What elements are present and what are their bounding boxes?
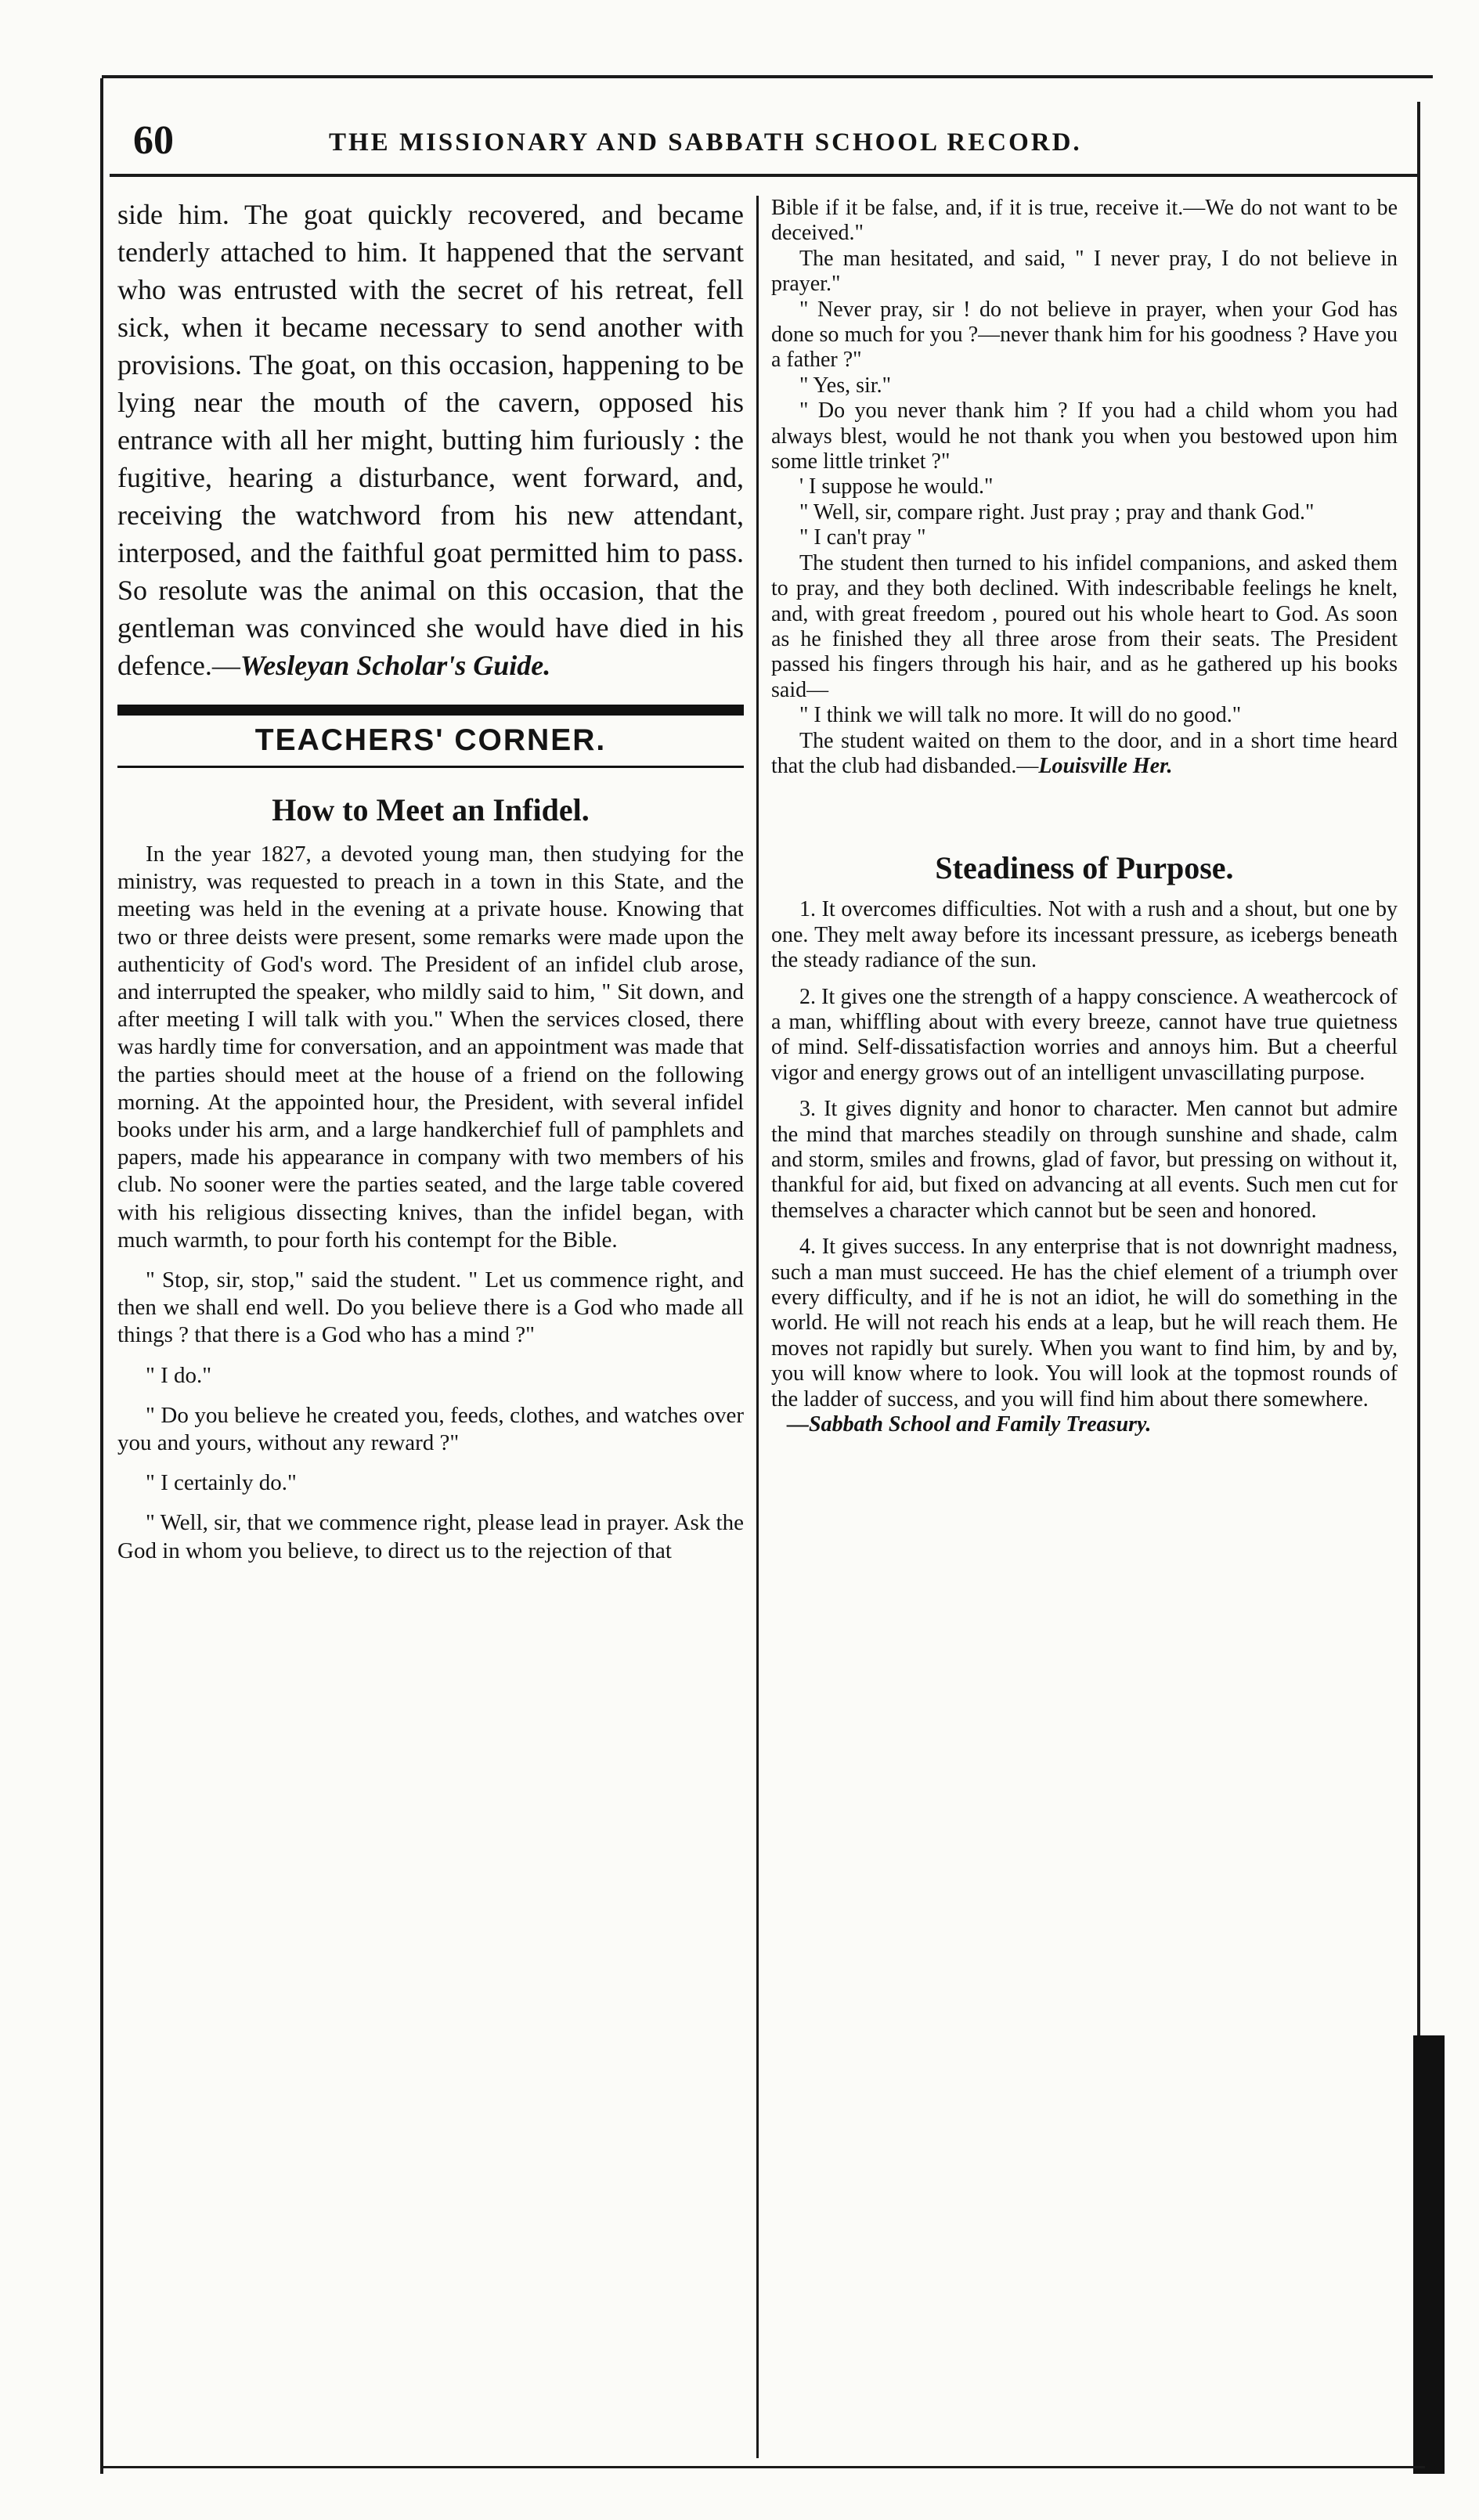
article-paragraph: ' I suppose he would." (799, 474, 994, 499)
second-article-title: Steadiness of Purpose. (935, 850, 1234, 886)
left-column (117, 196, 744, 2458)
page-header (117, 117, 1409, 172)
scan-edge-shadow (1413, 2035, 1445, 2474)
second-article-source: —Sabbath School and Family Treasury. (787, 1412, 1152, 1437)
purpose-point: 4. It gives success. In any enterprise that is not downright madness, such a man must succeed. He has the chief element of a triumph over every difficulty, and if he is not an idiot, he will do something in the world. He will not reach his ends at a leap, but he will reach them. He moves not rapidly but surely. When you want to find him, by and by, you will know where to look. You will look at the topmost rounds of the ladder of success, and you will find him about there somewhere. (771, 1235, 1398, 1411)
article-paragraph: In the year 1827, a devoted young man, then studying for the ministry, was requested to preach in a town in this State, and the meeting was held in the evening at a private house. Knowing that two or three deists were present, some remarks were made upon the authenticity of God's word. The President of an infidel club arose, and interrupted the speaker, who mildly said to him, " Sit down, and after meeting I will talk with you." When the services closed, there was hardly time for conversation, and an appointment was made that the parties should meet at the house of a friend on the following morning. At the appointed hour, the President, with several infidel books under his arm, and a large handkerchief full of pamphlets and papers, made his appearance in company with two members of his club. No sooner were the parties seated, and the large table covered with his religious dissecting knives, than the infidel began, with much warmth, to pour forth his contempt for the Bible. (117, 842, 744, 1253)
page-number: 60 (133, 118, 174, 163)
article-paragraph: The man hesitated, and said, " I never pray, I do not believe in prayer." (771, 246, 1398, 297)
right-column (771, 196, 1398, 2458)
article-paragraph: The student then turned to his infidel companions, and asked them to pray, and they both declined. With indescribable feelings he knelt, and, with great freedom , poured out his whole heart to God. As soon as he finished they all three arose from their seats. The President passed his fingers through his hair, and as he gathered up his books said— (771, 550, 1398, 702)
article-paragraph: " Never pray, sir ! do not believe in prayer, when your God has done so much for you ?—never thank him for his goodness ? Have you a father ?" (771, 297, 1398, 373)
article-paragraph: " Well, sir, that we commence right, please lead in prayer. Ask the God in whom you believe, to direct us to the rejection of that (117, 1510, 744, 1563)
header-rule (110, 174, 1417, 177)
bottom-rule (102, 2466, 1425, 2468)
article-paragraph: " I can't pray " (799, 525, 926, 550)
article-source: Louisville Her. (1038, 753, 1173, 778)
article-title: How to Meet an Infidel. (272, 792, 590, 827)
article-paragraph: Bible if it be false, and, if it is true, receive it.—We do not want to be deceived." (771, 196, 1398, 246)
continuation-text: side him. The goat quickly recovered, and became tenderly attached to him. It happened that the servant who was entrusted with the secret of his retreat, fell sick, when it became necessary to send another with provisions. The goat, on this occasion, happening to be lying near the mouth of the cavern, opposed his entrance with all her might, butting him furiously : the fugitive, hearing a disturbance, went forward, and, receiving the watchword from his new attendant, interposed, and the faithful goat permitted him to pass. So resolute was the animal on this occasion, that the gentleman was convinced she would have died in his defence.— (117, 199, 744, 681)
purpose-point: 2. It gives one the strength of a happy conscience. A weathercock of a man, whiffling about with every breeze, cannot have true quietness of mind. Self-dissatisfaction worries and annoys him. But a cheerful vigor and energy grows out of an intelligent unvascillating purpose. (771, 984, 1398, 1085)
column-divider (756, 196, 759, 2458)
article-paragraph: " Well, sir, compare right. Just pray ; pray and thank God." (799, 499, 1315, 525)
article-paragraph: " I do." (146, 1362, 212, 1388)
section-heading: TEACHERS' CORNER. (254, 723, 607, 757)
frame-left-rule (100, 78, 103, 2474)
purpose-point: 3. It gives dignity and honor to character. Men cannot but admire the mind that marches steadily on through sunshine and shade, calm and storm, smiles and frowns, glad of favor, but pressing on without it, thankful for aid, but fixed on advancing at all events. Such men cut for themselves a character which cannot but be seen and honored. (771, 1097, 1398, 1223)
article-paragraph: " I think we will talk no more. It will do no good." (799, 703, 1242, 728)
continuation-paragraph (117, 196, 744, 684)
article-paragraph: " Yes, sir." (799, 373, 892, 398)
closing-text: The student waited on them to the door, and in a short time heard that the club had disbanded.— (771, 728, 1398, 778)
article-paragraph: " Do you believe he created you, feeds, clothes, and watches over you and yours, without any reward ?" (117, 1402, 744, 1456)
frame-top-rule (102, 75, 1433, 78)
running-title: THE MISSIONARY AND SABBATH SCHOOL RECORD. (329, 128, 1082, 157)
article-paragraph: " Stop, sir, stop," said the student. " Let us commence right, and then we shall end well. Do you believe there is a God who made all things ? that there is a God who has a mind ?" (117, 1267, 744, 1348)
frame-right-rule (1417, 102, 1420, 2215)
section-divider-thick (117, 705, 744, 716)
continuation-source: Wesleyan Scholar's Guide. (240, 650, 551, 681)
article-paragraph: " Do you never thank him ? If you had a child whom you had always blest, would he not thank you when you bestowed upon him some little trinket ?" (771, 398, 1398, 474)
article-paragraph: " I certainly do." (146, 1470, 297, 1496)
purpose-point: 1. It overcomes difficulties. Not with a rush and a shout, but one by one. They melt away before its incessant pressure, as icebergs beneath the steady radiance of the sun. (771, 897, 1398, 973)
article-closing-paragraph (771, 729, 1398, 780)
